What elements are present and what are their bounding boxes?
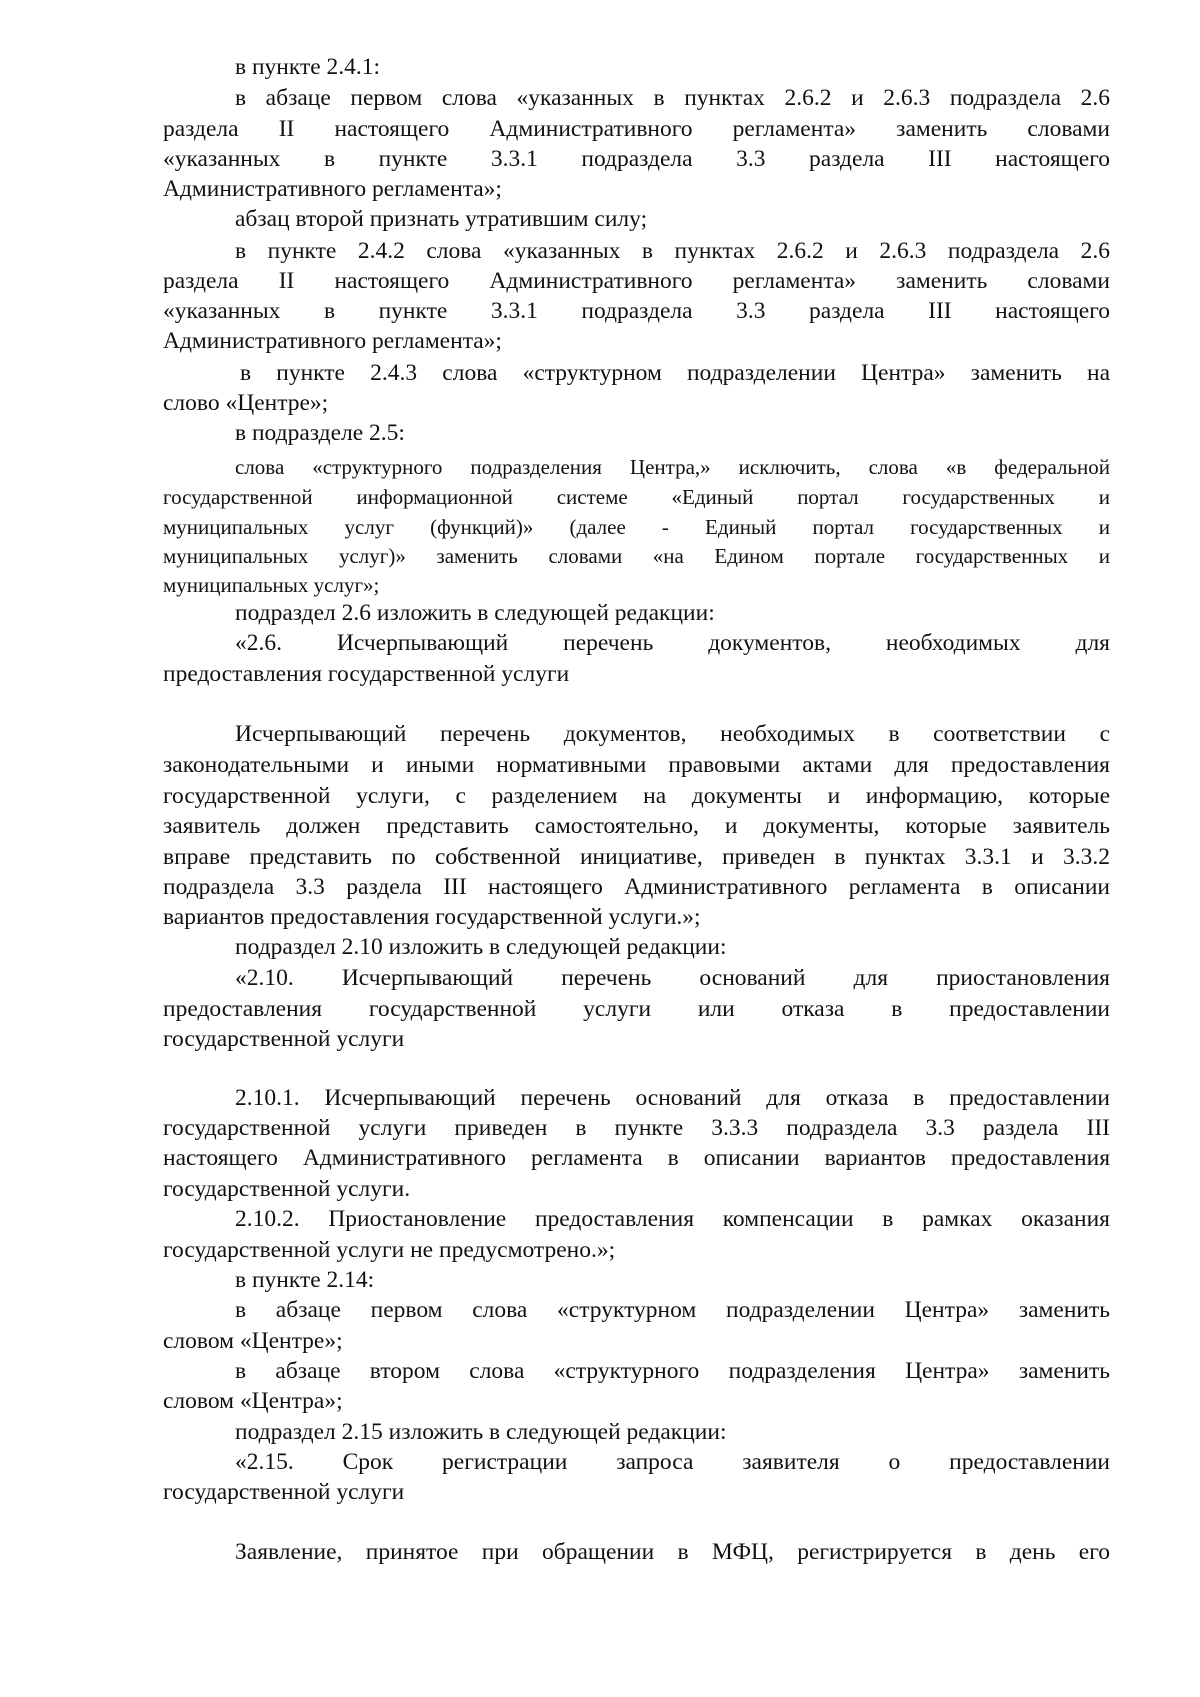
text-line: в пункте 2.14: [235, 1267, 375, 1293]
text-line: раздела II настоящего Административного регламента» заменить словами [163, 116, 1110, 142]
text-line: вариантов предоставления государственной услуги.»; [163, 904, 701, 930]
text-line: «2.15. Срок регистрации запроса заявителя о предоставлении [235, 1449, 1110, 1475]
text-line: подраздел 2.10 изложить в следующей редакции: [235, 934, 727, 960]
text-line: «указанных в пункте 3.3.1 подраздела 3.3 раздела III настоящего [163, 146, 1110, 172]
text-line: 2.10.2. Приостановление предоставления компенсации в рамках оказания [235, 1206, 1110, 1232]
text-line: в пункте 2.4.2 слова «указанных в пунктах 2.6.2 и 2.6.3 подраздела 2.6 [235, 238, 1110, 264]
text-line: Заявление, принятое при обращении в МФЦ, регистрируется в день его [235, 1539, 1110, 1565]
text-line: слово «Центре»; [163, 390, 329, 416]
text-line: предоставления государственной услуги или отказа в предоставлении [163, 996, 1110, 1022]
text-line: муниципальных услуг (функций)» (далее - Единый портал государственных и [163, 515, 1110, 539]
text-line: подраздел 2.6 изложить в следующей редакции: [235, 600, 715, 626]
text-line: заявитель должен представить самостоятельно, и документы, которые заявитель [163, 813, 1110, 839]
text-line: государственной услуги, с разделением на документы и информацию, которые [163, 783, 1110, 809]
text-line: слова «структурного подразделения Центра,» исключить, слова «в федеральной [235, 455, 1110, 479]
text-line: настоящего Административного регламента в описании вариантов предоставления [163, 1145, 1110, 1171]
text-line: «указанных в пункте 3.3.1 подраздела 3.3 раздела III настоящего [163, 298, 1110, 324]
text-line: Исчерпывающий перечень документов, необходимых в соответствии с [235, 721, 1110, 747]
text-line: словом «Центра»; [163, 1388, 343, 1414]
text-line: муниципальных услуг»; [163, 573, 380, 597]
text-line: предоставления государственной услуги [163, 661, 570, 687]
text-line: в пункте 2.4.3 слова «структурном подразделении Центра» заменить на [240, 360, 1110, 386]
text-line: в пункте 2.4.1: [235, 54, 381, 80]
text-line: государственной услуги не предусмотрено.»; [163, 1237, 616, 1263]
text-line: в абзаце первом слова «структурном подразделении Центра» заменить [235, 1297, 1110, 1323]
text-line: 2.10.1. Исчерпывающий перечень оснований для отказа в предоставлении [235, 1085, 1110, 1111]
text-line: государственной услуги [163, 1026, 405, 1052]
text-line: вправе представить по собственной инициативе, приведен в пунктах 3.3.1 и 3.3.2 [163, 844, 1110, 870]
text-line: государственной услуги. [163, 1176, 411, 1202]
text-line: государственной услуги приведен в пункте 3.3.3 подраздела 3.3 раздела III [163, 1115, 1110, 1141]
text-line: государственной услуги [163, 1479, 405, 1505]
text-line: в абзаце первом слова «указанных в пунктах 2.6.2 и 2.6.3 подраздела 2.6 [235, 85, 1110, 111]
text-line: «2.6. Исчерпывающий перечень документов, необходимых для [235, 630, 1110, 656]
text-line: Административного регламента»; [163, 328, 502, 354]
text-line: в подразделе 2.5: [235, 420, 405, 446]
text-line: подраздела 3.3 раздела III настоящего Административного регламента в описании [163, 874, 1110, 900]
text-line: словом «Центре»; [163, 1328, 343, 1354]
text-line: в абзаце втором слова «структурного подразделения Центра» заменить [235, 1358, 1110, 1384]
text-line: раздела II настоящего Административного регламента» заменить словами [163, 268, 1110, 294]
text-line: подраздел 2.15 изложить в следующей редакции: [235, 1419, 727, 1445]
text-line: «2.10. Исчерпывающий перечень оснований для приостановления [235, 965, 1110, 991]
text-line: муниципальных услуг)» заменить словами «на Едином портале государственных и [163, 544, 1110, 568]
text-line: Административного регламента»; [163, 176, 502, 202]
text-line: абзац второй признать утратившим силу; [235, 206, 648, 232]
text-line: государственной информационной системе «Единый портал государственных и [163, 485, 1110, 509]
text-line: законодательными и иными нормативными правовыми актами для предоставления [163, 752, 1110, 778]
